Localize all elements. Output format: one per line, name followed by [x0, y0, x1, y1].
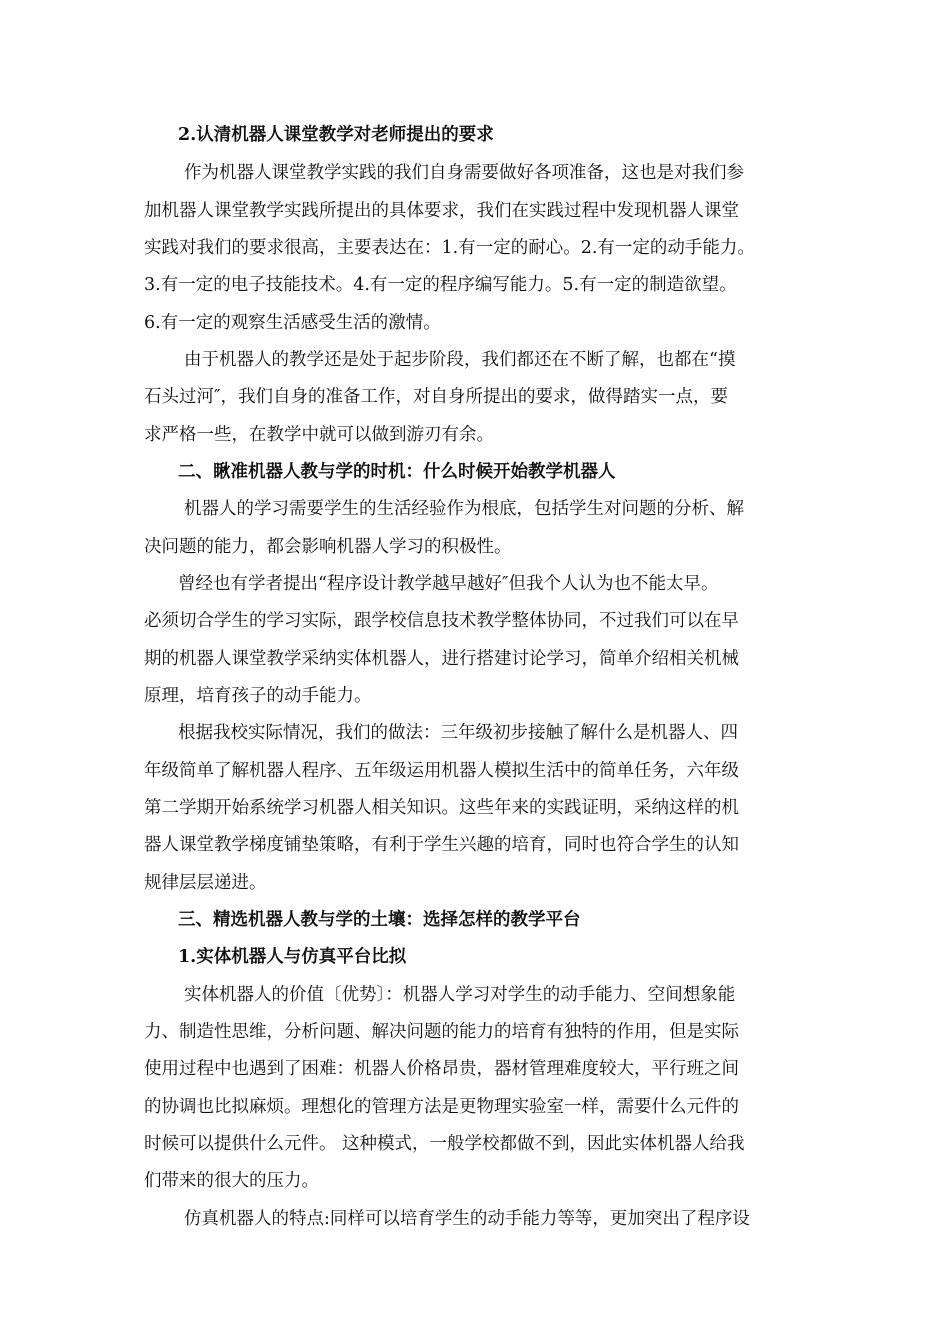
paragraph-line: 仿真机器人的特点:同样可以培育学生的动手能力等等，更加突出了程序设	[184, 1209, 750, 1229]
paragraph-line: 3.有一定的电子技能技术。4.有一定的程序编写能力。5.有一定的制造欲望。	[144, 275, 737, 295]
paragraph-line: 时候可以提供什么元件。 这种模式，一般学校都做不到，因此实体机器人给我	[144, 1134, 745, 1154]
paragraph-line: 必须切合学生的学习实际，跟学校信息技术教学整体协同，不过我们可以在早	[144, 611, 739, 631]
paragraph-line: 器人课堂教学梯度铺垫策略，有利于学生兴趣的培育，同时也符合学生的认知	[144, 835, 739, 855]
paragraph-line: 期的机器人课堂教学采纳实体机器人，进行搭建讨论学习，简单介绍相关机械	[144, 649, 739, 669]
section-heading: 三、精选机器人教与学的土壤：选择怎样的教学平台	[178, 910, 581, 930]
paragraph-line: 石头过河″，我们自身的准备工作，对自身所提出的要求，做得踏实一点，要	[144, 387, 729, 407]
paragraph-line: 求严格一些，在教学中就可以做到游刃有余。	[144, 425, 494, 445]
paragraph-line: 机器人的学习需要学生的生活经验作为根底，包括学生对问题的分析、解	[184, 499, 744, 519]
paragraph-line: 根据我校实际情况，我们的做法：三年级初步接触了解什么是机器人、四	[178, 723, 738, 743]
paragraph-line: 们带来的很大的压力。	[144, 1171, 319, 1191]
paragraph-line: 年级简单了解机器人程序、五年级运用机器人模拟生活中的简单任务，六年级	[144, 761, 739, 781]
paragraph-line: 第二学期开始系统学习机器人相关知识。这些年来的实践证明，采纳这样的机	[144, 798, 739, 818]
section-heading: 二、瞅准机器人教与学的时机：什么时候开始教学机器人	[178, 462, 616, 482]
paragraph-line: 原理，培育孩子的动手能力。	[144, 686, 372, 706]
subsection-heading: 1.实体机器人与仿真平台比拟	[178, 947, 407, 967]
paragraph-line: 作为机器人课堂教学实践的我们自身需要做好各项准备，这也是对我们参	[184, 163, 744, 183]
paragraph-line: 实体机器人的价值〔优势〕：机器人学习对学生的动手能力、空间想象能	[184, 985, 736, 1005]
paragraph-line: 规律层层递进。	[144, 873, 267, 893]
paragraph-line: 使用过程中也遇到了困难：机器人价格昂贵，器材管理难度较大，平行班之间	[144, 1059, 739, 1079]
paragraph-line: 曾经也有学者提出“程序设计教学越早越好″但我个人认为也不能太早。	[178, 574, 719, 594]
paragraph-line: 由于机器人的教学还是处于起步阶段，我们都还在不断了解，也都在“摸	[184, 350, 736, 370]
paragraph-line: 6.有一定的观察生活感受生活的激情。	[144, 313, 441, 333]
paragraph-line: 实践对我们的要求很高，主要表达在：1.有一定的耐心。2.有一定的动手能力。	[144, 238, 755, 258]
paragraph-line: 力、制造性思维，分析问题、解决问题的能力的培育有独特的作用，但是实际	[144, 1022, 739, 1042]
paragraph-line: 的协调也比拟麻烦。理想化的管理方法是更物理实验室一样，需要什么元件的	[144, 1097, 739, 1117]
paragraph-line: 决问题的能力，都会影响机器人学习的积极性。	[144, 537, 512, 557]
section-heading: 2.认清机器人课堂教学对老师提出的要求	[178, 125, 494, 145]
paragraph-line: 加机器人课堂教学实践所提出的具体要求，我们在实践过程中发现机器人课堂	[144, 201, 739, 221]
